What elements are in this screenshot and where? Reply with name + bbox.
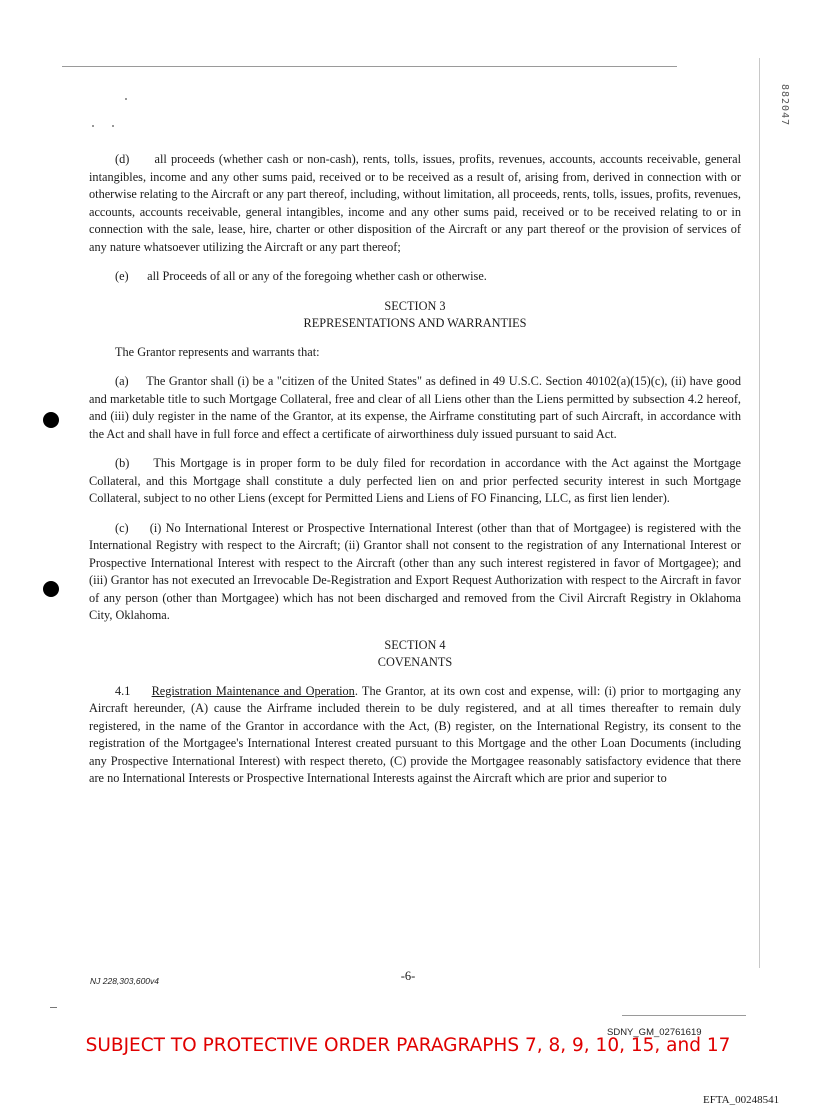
paragraph-e-text: all Proceeds of all or any of the foregoing whether cash or otherwise. [147,269,487,283]
section-3-paragraph-c [89,520,741,625]
punch-hole [43,412,59,428]
paragraph-4-1-heading: Registration Maintenance and Operation [151,683,355,698]
paragraph-a-text: The Grantor shall (i) be a "citizen of the United States" as defined in 49 U.S.C. Section 40102(a)(15)(c), (ii) have good and marketable title to such Mortgage Collateral, free and clear of all Liens other than the Liens permitted by subsection 4.2 hereof, and (iii) duly register in the name of the Grantor, at its expense, the Airframe constituting part of such Aircraft, in accordance with the Act and shall have in full force and effect a certificate of airworthiness duly issued pursuant to said Act. [89,374,742,441]
page-number: -6- [400,969,416,983]
section-3-paragraph-a [89,373,741,443]
paragraph-a-label: (a) [115,374,129,388]
section-3-paragraph-b [89,455,741,508]
paragraph-d [89,151,741,256]
paragraph-d-label: (d) [115,152,130,166]
section-4-title: COVENANTS [377,654,453,669]
paragraph-e-label: (e) [115,269,129,283]
section-4-paragraph-4-1 [89,683,741,788]
scan-speck [112,125,114,127]
right-margin-rule [759,58,760,968]
paragraph-d-text: all proceeds (whether cash or non-cash), rents, tolls, issues, profits, revenues, accounts, accounts receivable, general intangibles, income and any other sums paid, received or to be received as a result of, arising from, derived in connection with or otherwise relating to the Aircraft or any part thereof, including, without limitation, all proceeds, rents, tolls, issues, profits, revenues, accounts, accounts receivable, general intangibles, income and any other sums paid, received or to be received relating to or in connection with the sale, lease, hire, charter or other disposition of the Aircraft or any part thereof or the provision of services of any nature whatsoever utilizing the Aircraft or any part thereof; [89,152,741,254]
paragraph-b-label: (b) [115,456,130,470]
bates-number: SDNY_GM_02761619 [607,1027,702,1038]
paragraph-e [89,268,741,286]
document-id: NJ 228,303,600v4 [90,976,159,986]
punch-hole [43,581,59,597]
section-3-intro: The Grantor represents and warrants that: [115,344,320,359]
scan-tick-mark [50,1007,57,1008]
paragraph-c-label: (c) [115,520,129,535]
section-3-title: REPRESENTATIONS AND WARRANTIES [303,315,527,330]
paragraph-c-text: (i) No International Interest or Prospective International Interest (other than that of Mortgagee) is registered with the International Registry with respect to the Aircraft; (ii) Grantor shall not consent to the registration of any International Interest or Prospective International Interest with respect to the Aircraft (other than any such interest registered in favor of Mortgagee); and (iii) Grantor has not executed an Irrevocable De-Registration and Export Request Authorization with respect to the Aircraft in favor of any person (other than Mortgagee) which has not been discharged and removed from the Civil Aircraft Registry in Oklahoma City, Oklahoma. [89,520,741,622]
protective-order-notice: SUBJECT TO PROTECTIVE ORDER PARAGRAPHS 7, 8, 9, 10, 15, and 17 [85,1035,731,1056]
scan-speck [125,98,127,100]
section-4-heading [89,637,741,671]
paragraph-b-text: This Mortgage is in proper form to be duly filed for recordation in accordance with the Act against the Mortgage Collateral, and this Mortgage shall constitute a duly perfected lien on and prior perfected security interest in such Mortgage Collateral, subject to no other Liens (except for Permitted Liens and Liens of FO Financing, LLC, as first lien lender). [89,456,741,505]
document-body [89,151,741,800]
top-scan-line [62,66,677,67]
paragraph-4-1-number: 4.1 [115,683,131,698]
paragraph-4-1-text: . The Grantor, at its own cost and expense, will: (i) prior to mortgaging any Aircraft hereunder, (A) cause the Airframe included therein to be duly registered, and at all times thereafter to remain duly registered, in the name of the Grantor in accordance with the Act, (B) register, on the International Registry, its consent to the registration of the Mortgagee's International Interest created pursuant to this Mortgage and the other Loan Documents (including any Prospective International Interest) with respect thereto, (C) provide the Mortgagee reasonably satisfactory evidence that there are no International Interests or Prospective International Interests against the Aircraft which are prior and superior to [89,683,741,785]
document-stamp: 882047 [779,84,790,127]
efta-number: EFTA_00248541 [703,1094,780,1106]
section-4-number: SECTION 4 [384,637,446,652]
section-3-heading [89,298,741,332]
scan-speck [92,125,94,127]
bottom-rule [622,1015,746,1016]
section-3-number: SECTION 3 [384,298,446,313]
